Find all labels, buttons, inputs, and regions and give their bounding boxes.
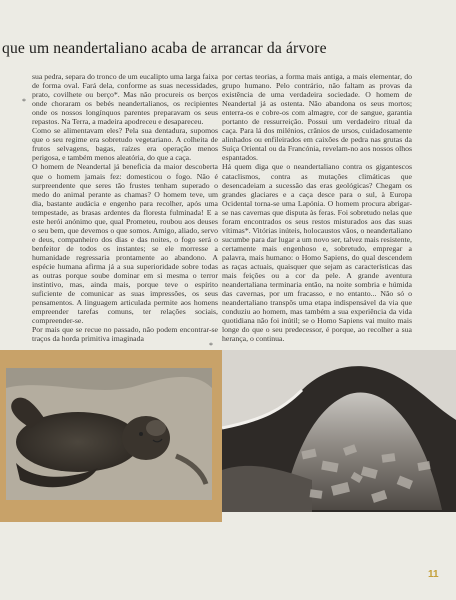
paragraph: Como se alimentavam eles? Pela sua dentadura, supomos que o seu regime era sobretudo vegetariano. A colheita de frutos selvagens, bagas, raízes era operação menos perigosa, e também menos aleatória, do que a caça. <box>32 126 218 163</box>
page-heading <box>0 40 456 58</box>
text-column-right <box>222 72 412 343</box>
cave-interior-photo <box>222 350 456 512</box>
paragraph: sua pedra, separa do tronco de um eucalipto uma larga faixa de forma oval. Fará dela, conforme as suas necessidades, prato, covilhete ou berço*. Mas não procureis os berços onde choraram os bebés neandertalianos, os recipientes onde os nossos longínquos parentes preparavam os seus repastos. Na Terra, a madeira apodreceu e desapareceu. <box>32 72 218 127</box>
infant-photo <box>6 368 212 500</box>
heading-text: que um neandertaliano acaba de arrancar da árvore <box>2 40 327 57</box>
cave-interior-photo-icon <box>222 350 456 512</box>
paragraph: Por mais que se recue no passado, não podem encontrar-se traços da horda primitiva imaginada <box>32 325 218 344</box>
footnote-marker: * <box>22 97 26 106</box>
paragraph: Há quem diga que o neandertaliano contra os gigantescos cataclismos, contra as mutações climáticas que desencadeiam a sucessão das eras geológicas? Chegam os grandes glaciares e a caça desce para o sul, à Europa Ocidental torna-se uma Lapónia. O homem procura abrigar-se nas cavernas que disputa às feras. Foi sobretudo nelas que foram encontrados os seus restos misturados aos das suas vítimas*. Vitórias inúteis, holocaustos vãos, o neandertaliano sucumbe para dar lugar a um novo ser, talvez mais resistente, certamente mais engenhoso e, sobretudo, empregar a palavra, mais humano: o Homo Sapiens, do qual descendem as raças actuais, quaisquer que sejam as características das mais feições ou a cor da pele. A grande aventura neandertaliana terminaria então, na noite sombria e húmida das cavernas, por um fracasso, e no entanto... Não só o neandertaliano transpôs uma etapa indispensável da via que conduziu ao homem, mas também a sua experiência da vida quotidiana não foi inútil; se o Homo Sapiens vai muito mais longe do que o seu predecessor, é porque, ao recolher a sua herança, o continua. <box>222 162 412 344</box>
footnote-marker-center: * <box>209 341 213 350</box>
text-column-left <box>32 72 218 343</box>
paragraph: por certas teorias, a forma mais antiga, a mais elementar, do grupo humano. Pelo contrário, não faltam as provas da existência de uma verdadeira sociedade. O homem de Neandertal já as ostenta. Não abandona os seus mortos; enterra-os e cobre-os com almagre, cor de sangue, garantia portanto de ressurreição. Possui um verdadeiro ritual da caça. Para lá dos milénios, crânios de ursos, cuidadosamente alinhados ou enfileirados em caixões de pedra nas grutas da Suíça Oriental ou da Francónia, revelam-no aos nossos olhos espantados. <box>222 72 412 163</box>
infant-photo-icon <box>6 368 212 500</box>
page-number: 11 <box>428 569 439 580</box>
paragraph: O homem de Neandertal já beneficia da maior descoberta que o homem jamais fez: domesticou o fogo. Não é surpreendente que seres tão frustes tenham superado o medo do animal perante as chamas? O homem teve, um dia, bastante audácia e engenho para recolher, após uma tempestade, as brasas ardentes da floresta fulminada! E a este herói anónimo que, qual Prometeu, roubou aos deuses o seu bem, que devemos o que somos. Amigo, aliado, servo e deus, companheiro dos dias e das noites, o fogo será o benfeitor de todos os instantes; se ele morresse a humanidade regressaria prontamente ao abandono. A espécie humana afirma já a sua superioridade sobre todas as outras porque soube dominar em si mesma o terror instintivo, mas, ainda mais, porque teve o espírito suficiente de comunicar as suas impressões, os seus pensamentos. A linguagem articulada permite aos homens empreender tarefas comuns, ter relações sociais, compreender-se. <box>32 162 218 326</box>
